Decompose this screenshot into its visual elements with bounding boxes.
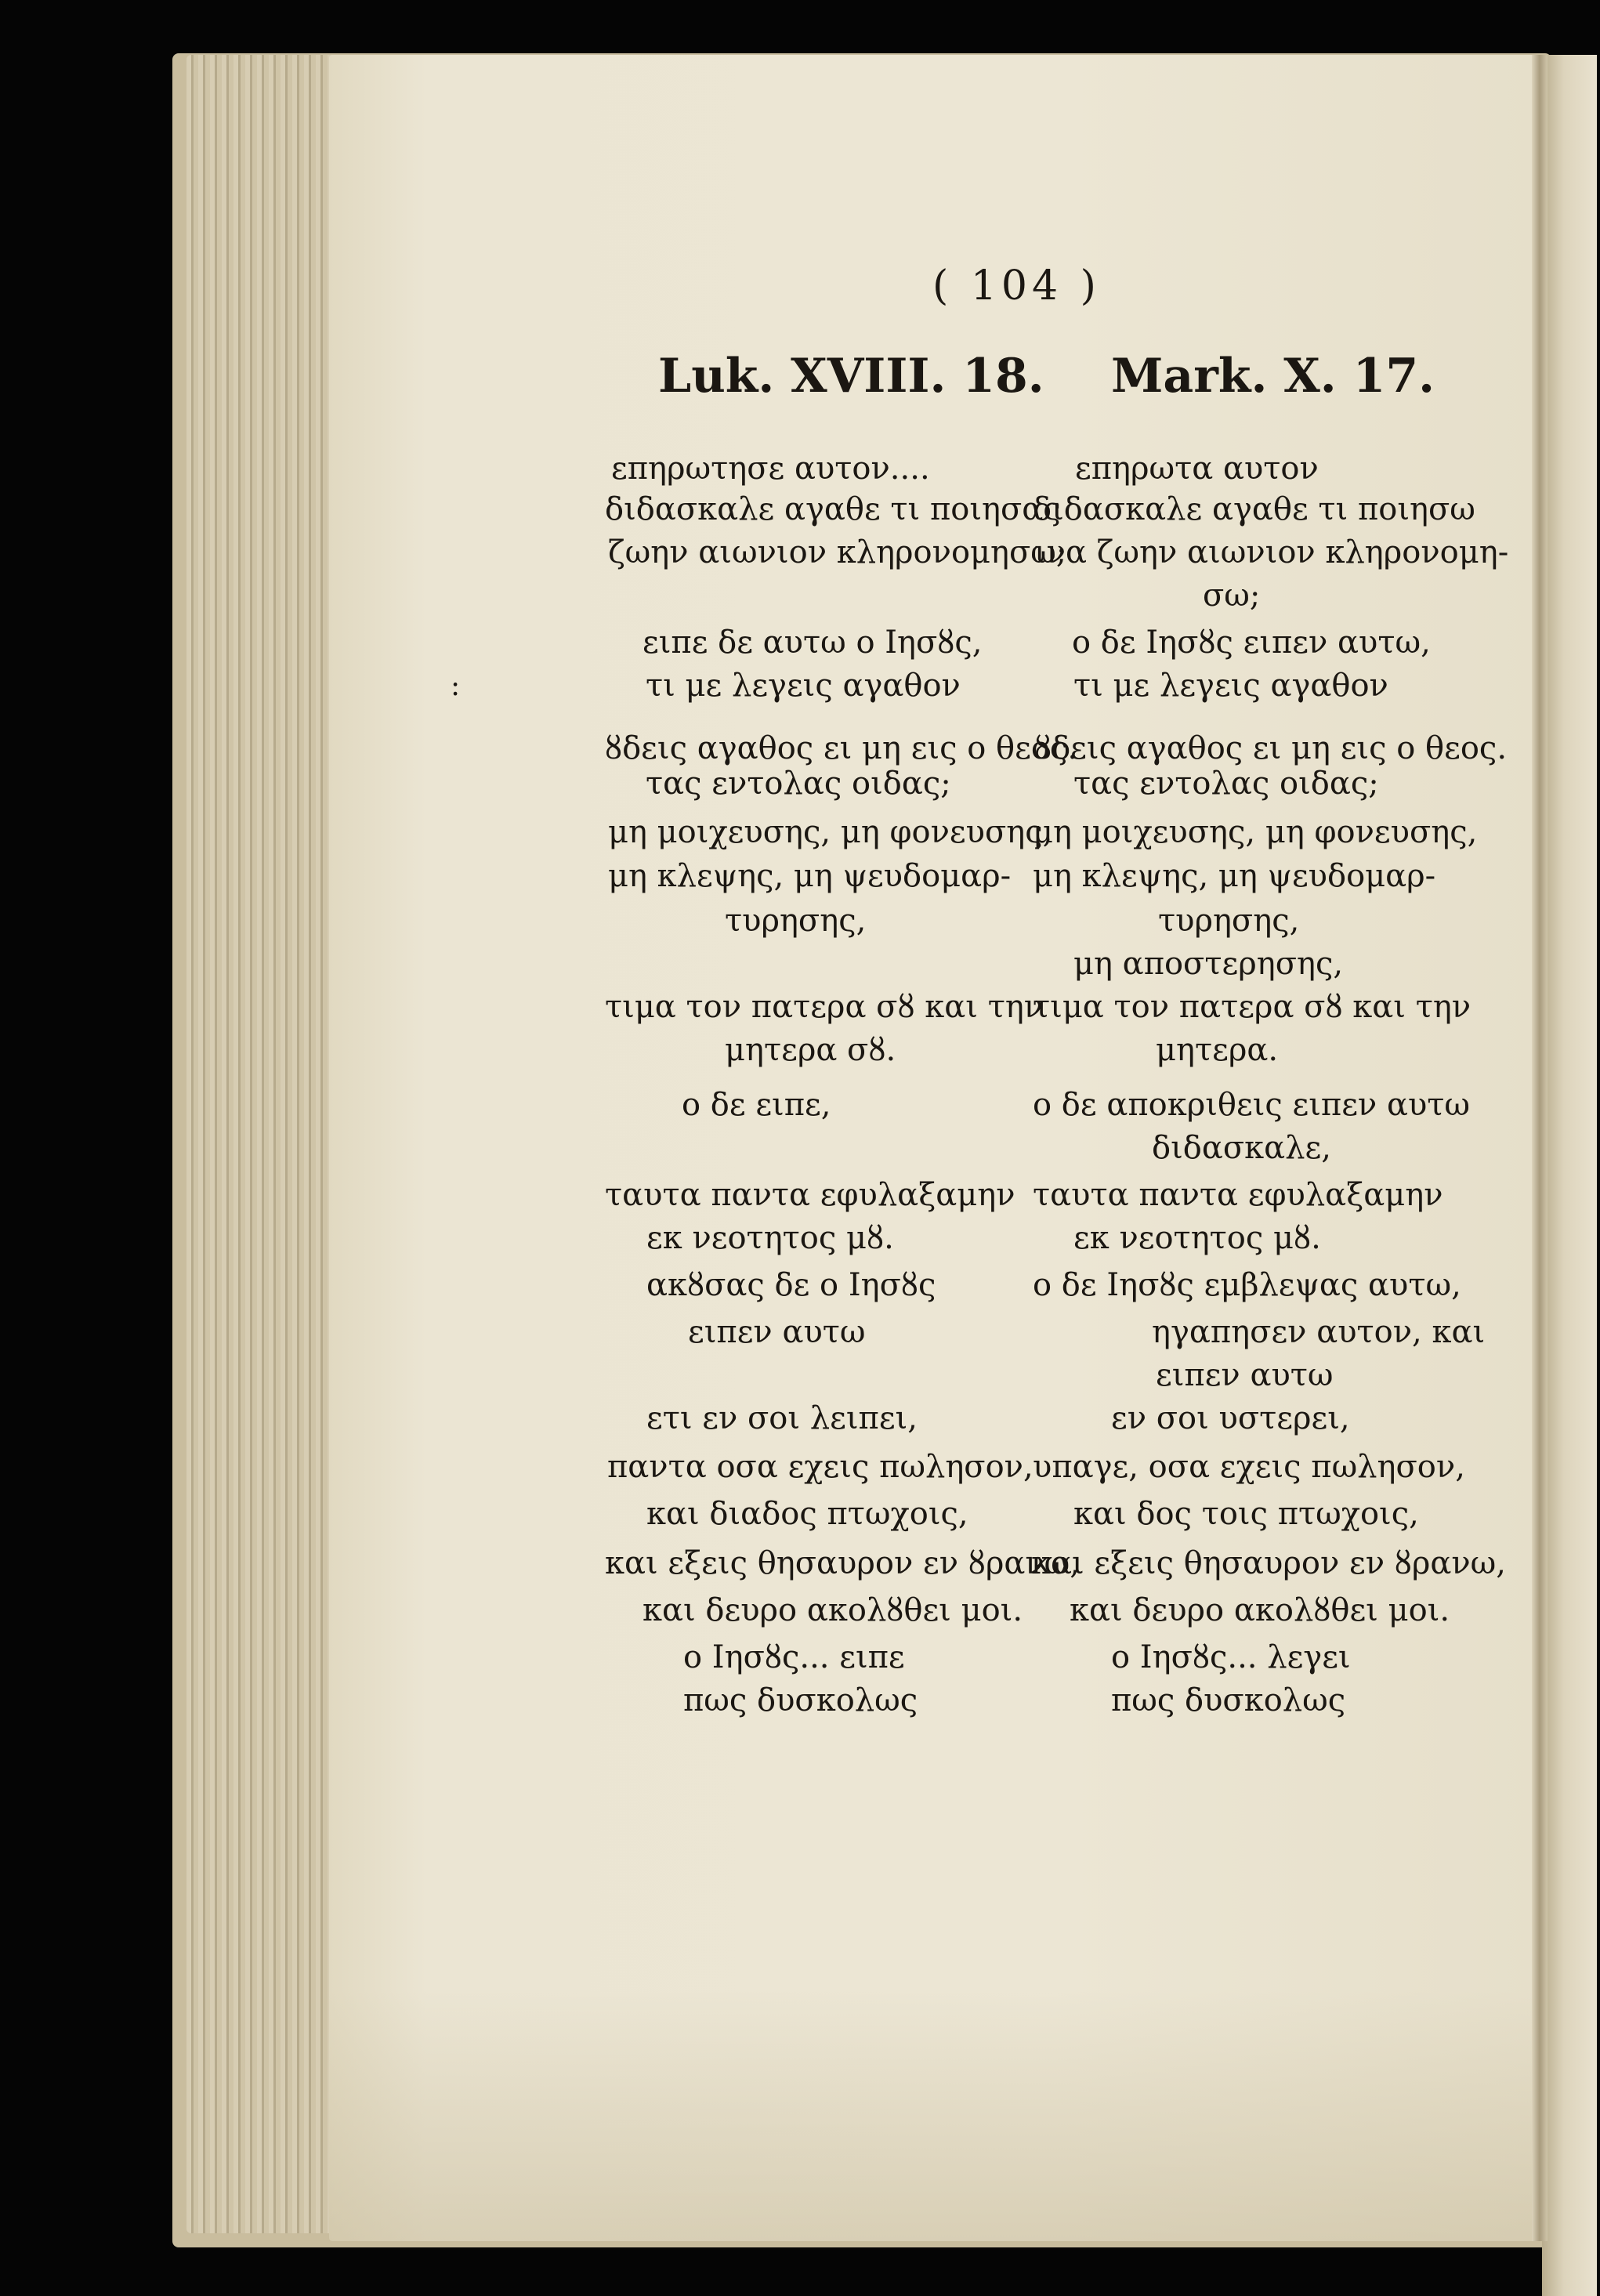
luke-line: τας εντολας οιδας;	[646, 766, 951, 802]
luke-line: πως δυσκολως	[683, 1682, 918, 1718]
luke-line: ειπε δε αυτω ο Ιησȣς,	[643, 625, 983, 661]
luke-line: ετι εν σοι λειπει,	[646, 1400, 918, 1436]
mark-line: μητερα.	[1156, 1032, 1279, 1068]
luke-line: και δευρο ακολȣθει μοι.	[643, 1592, 1023, 1628]
mark-line: ο δε Ιησȣς εμβλεψας αυτω,	[1033, 1267, 1461, 1303]
heading-luke: Luk. XVIII. 18.	[658, 349, 1044, 404]
mark-line: μη μοιχευσης, μη φονευσης,	[1033, 814, 1478, 850]
luke-line: μη μοιχευσης, μη φονευσης,	[608, 814, 1053, 850]
mark-line: εκ νεοτητος μȣ.	[1073, 1220, 1321, 1256]
mark-line: τι με λεγεις αγαθον	[1073, 668, 1388, 704]
luke-line: εκ νεοτητος μȣ.	[646, 1220, 894, 1256]
mark-line: ο δε Ιησȣς ειπεν αυτω,	[1072, 625, 1431, 661]
luke-line: ειπεν αυτω	[688, 1314, 866, 1350]
luke-line: μητερα σȣ.	[725, 1032, 896, 1068]
mark-line: τυρησης,	[1158, 903, 1300, 939]
mark-line: ειπεν αυτω	[1156, 1357, 1334, 1393]
luke-line: και εξεις θησαυρον εν ȣρανω,	[605, 1545, 1081, 1581]
mark-line: υπαγε, οσα εχεις πωλησον,	[1033, 1449, 1465, 1485]
luke-line: διδασκαλε αγαθε τι ποιησας	[605, 491, 1061, 527]
mark-line: ταυτα παντα εφυλαξαμην	[1033, 1177, 1443, 1213]
heading-mark: Mark. X. 17.	[1111, 349, 1435, 404]
luke-line: ο Ιησȣς... ειπε	[683, 1639, 905, 1675]
mark-line: τιμα τον πατερα σȣ και την	[1033, 989, 1471, 1025]
luke-line: ο δε ειπε,	[682, 1087, 831, 1123]
luke-line: επηρωτησε αυτον....	[611, 451, 930, 487]
luke-line: τι με λεγεις αγαθον	[646, 668, 961, 704]
page-edges	[186, 55, 343, 2233]
mark-line: και δευρο ακολȣθει μοι.	[1070, 1592, 1450, 1628]
mark-line: σω;	[1203, 578, 1261, 614]
mark-line: ινα ζωην αιωνιον κληρονομη-	[1034, 534, 1509, 570]
margin-mark: :	[451, 670, 461, 702]
mark-line: μη κλεψης, μη ψευδομαρ-	[1033, 858, 1436, 894]
luke-line: παντα οσα εχεις πωλησον,	[607, 1449, 1033, 1485]
mark-line: διδασκαλε αγαθε τι ποιησω	[1033, 491, 1475, 527]
luke-line: ταυτα παντα εφυλαξαμην	[605, 1177, 1015, 1213]
mark-line: ο δε αποκριθεις ειπεν αυτω	[1033, 1087, 1471, 1123]
luke-line: και διαδος πτωχοις,	[646, 1496, 968, 1532]
luke-line: ȣδεις αγαθος ει μη εις ο θεος.	[605, 730, 1078, 766]
mark-line: ηγαπησεν αυτον, και	[1152, 1314, 1486, 1350]
mark-line: διδασκαλε,	[1152, 1130, 1331, 1166]
luke-line: τυρησης,	[725, 903, 867, 939]
mark-line: πως δυσκολως	[1111, 1682, 1346, 1718]
mark-line: τας εντολας οιδας;	[1073, 766, 1379, 802]
mark-line: και δος τοις πτωχοις,	[1073, 1496, 1419, 1532]
page-number: ( 104 )	[932, 263, 1101, 310]
mark-line: ο Ιησȣς... λεγει	[1111, 1639, 1351, 1675]
luke-line: ζωην αιωνιον κληρονομησω;	[608, 534, 1067, 570]
luke-line: τιμα τον πατερα σȣ και την	[605, 989, 1044, 1025]
luke-line: μη κλεψης, μη ψευδομαρ-	[608, 858, 1012, 894]
facing-page	[1542, 55, 1597, 2296]
page-stain	[329, 1990, 1542, 2241]
mark-line: ȣδεις αγαθος ει μη εις ο θεος.	[1034, 730, 1508, 766]
mark-line: επηρωτα αυτον	[1075, 451, 1319, 487]
mark-line: και εξεις θησαυρον εν ȣρανω,	[1031, 1545, 1507, 1581]
mark-line: εν σοι υστερει,	[1111, 1400, 1350, 1436]
mark-line: μη αποστερησης,	[1073, 946, 1344, 982]
luke-line: ακȣσας δε ο Ιησȣς	[646, 1267, 936, 1303]
